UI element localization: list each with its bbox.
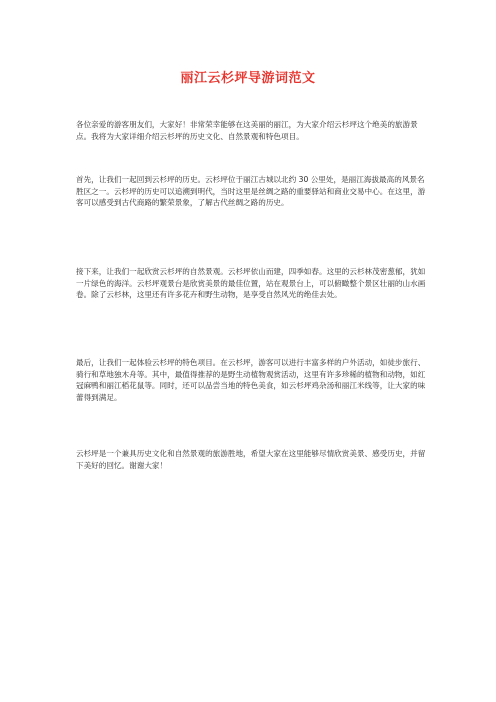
paragraph-history: 首先，让我们一起回到云杉坪的历史。云杉坪位于丽江古城以北约 30 公里处，是丽江海拔最高的风景名胜区之一。云杉坪的历史可以追溯到明代，当时这里是丝绸之路的重要驿站和商业交易中心。在这里，游客可以感受到古代商路的繁荣景象，了解古代丝绸之路的历史。: [76, 175, 426, 208]
document-title: 丽江云杉坪导游词范文: [180, 71, 316, 86]
paragraph-activities: 最后，让我们一起体验云杉坪的特色项目。在云杉坪，游客可以进行丰富多样的户外活动，如徒步旅行、骑行和草地独木舟等。其中，最值得推荐的是野生动植物观赏活动，这里有许多珍稀的植物和动物，如红冠麻鸭和丽江稻花鼠等。同时，还可以品尝当地的特色美食，如云杉坪鸡杂汤和丽江米线等，让大家的味蕾得到满足。: [76, 358, 426, 402]
paragraph-closing: 云杉坪是一个兼具历史文化和自然景观的旅游胜地，希望大家在这里能够尽情欣赏美景、感受历史，并留下美好的回忆。谢谢大家！: [76, 449, 426, 470]
paragraph-intro: 各位亲爱的游客朋友们，大家好！非常荣幸能够在这美丽的丽江，为大家介绍云杉坪这个绝美的旅游景点。我将为大家详细介绍云杉坪的历史文化、自然景观和特色项目。: [76, 120, 418, 141]
paragraph-nature: 接下来，让我们一起欣赏云杉坪的自然景观。云杉坪依山而建，四季如春。这里的云杉林茂密葱郁，犹如一片绿色的海洋。云杉坪观景台是欣赏美景的最佳位置，站在观景台上，可以俯瞰整个景区壮丽的山水画卷。除了云杉林，这里还有许多花卉和野生动物，是享受自然风光的绝佳去处。: [76, 267, 426, 300]
